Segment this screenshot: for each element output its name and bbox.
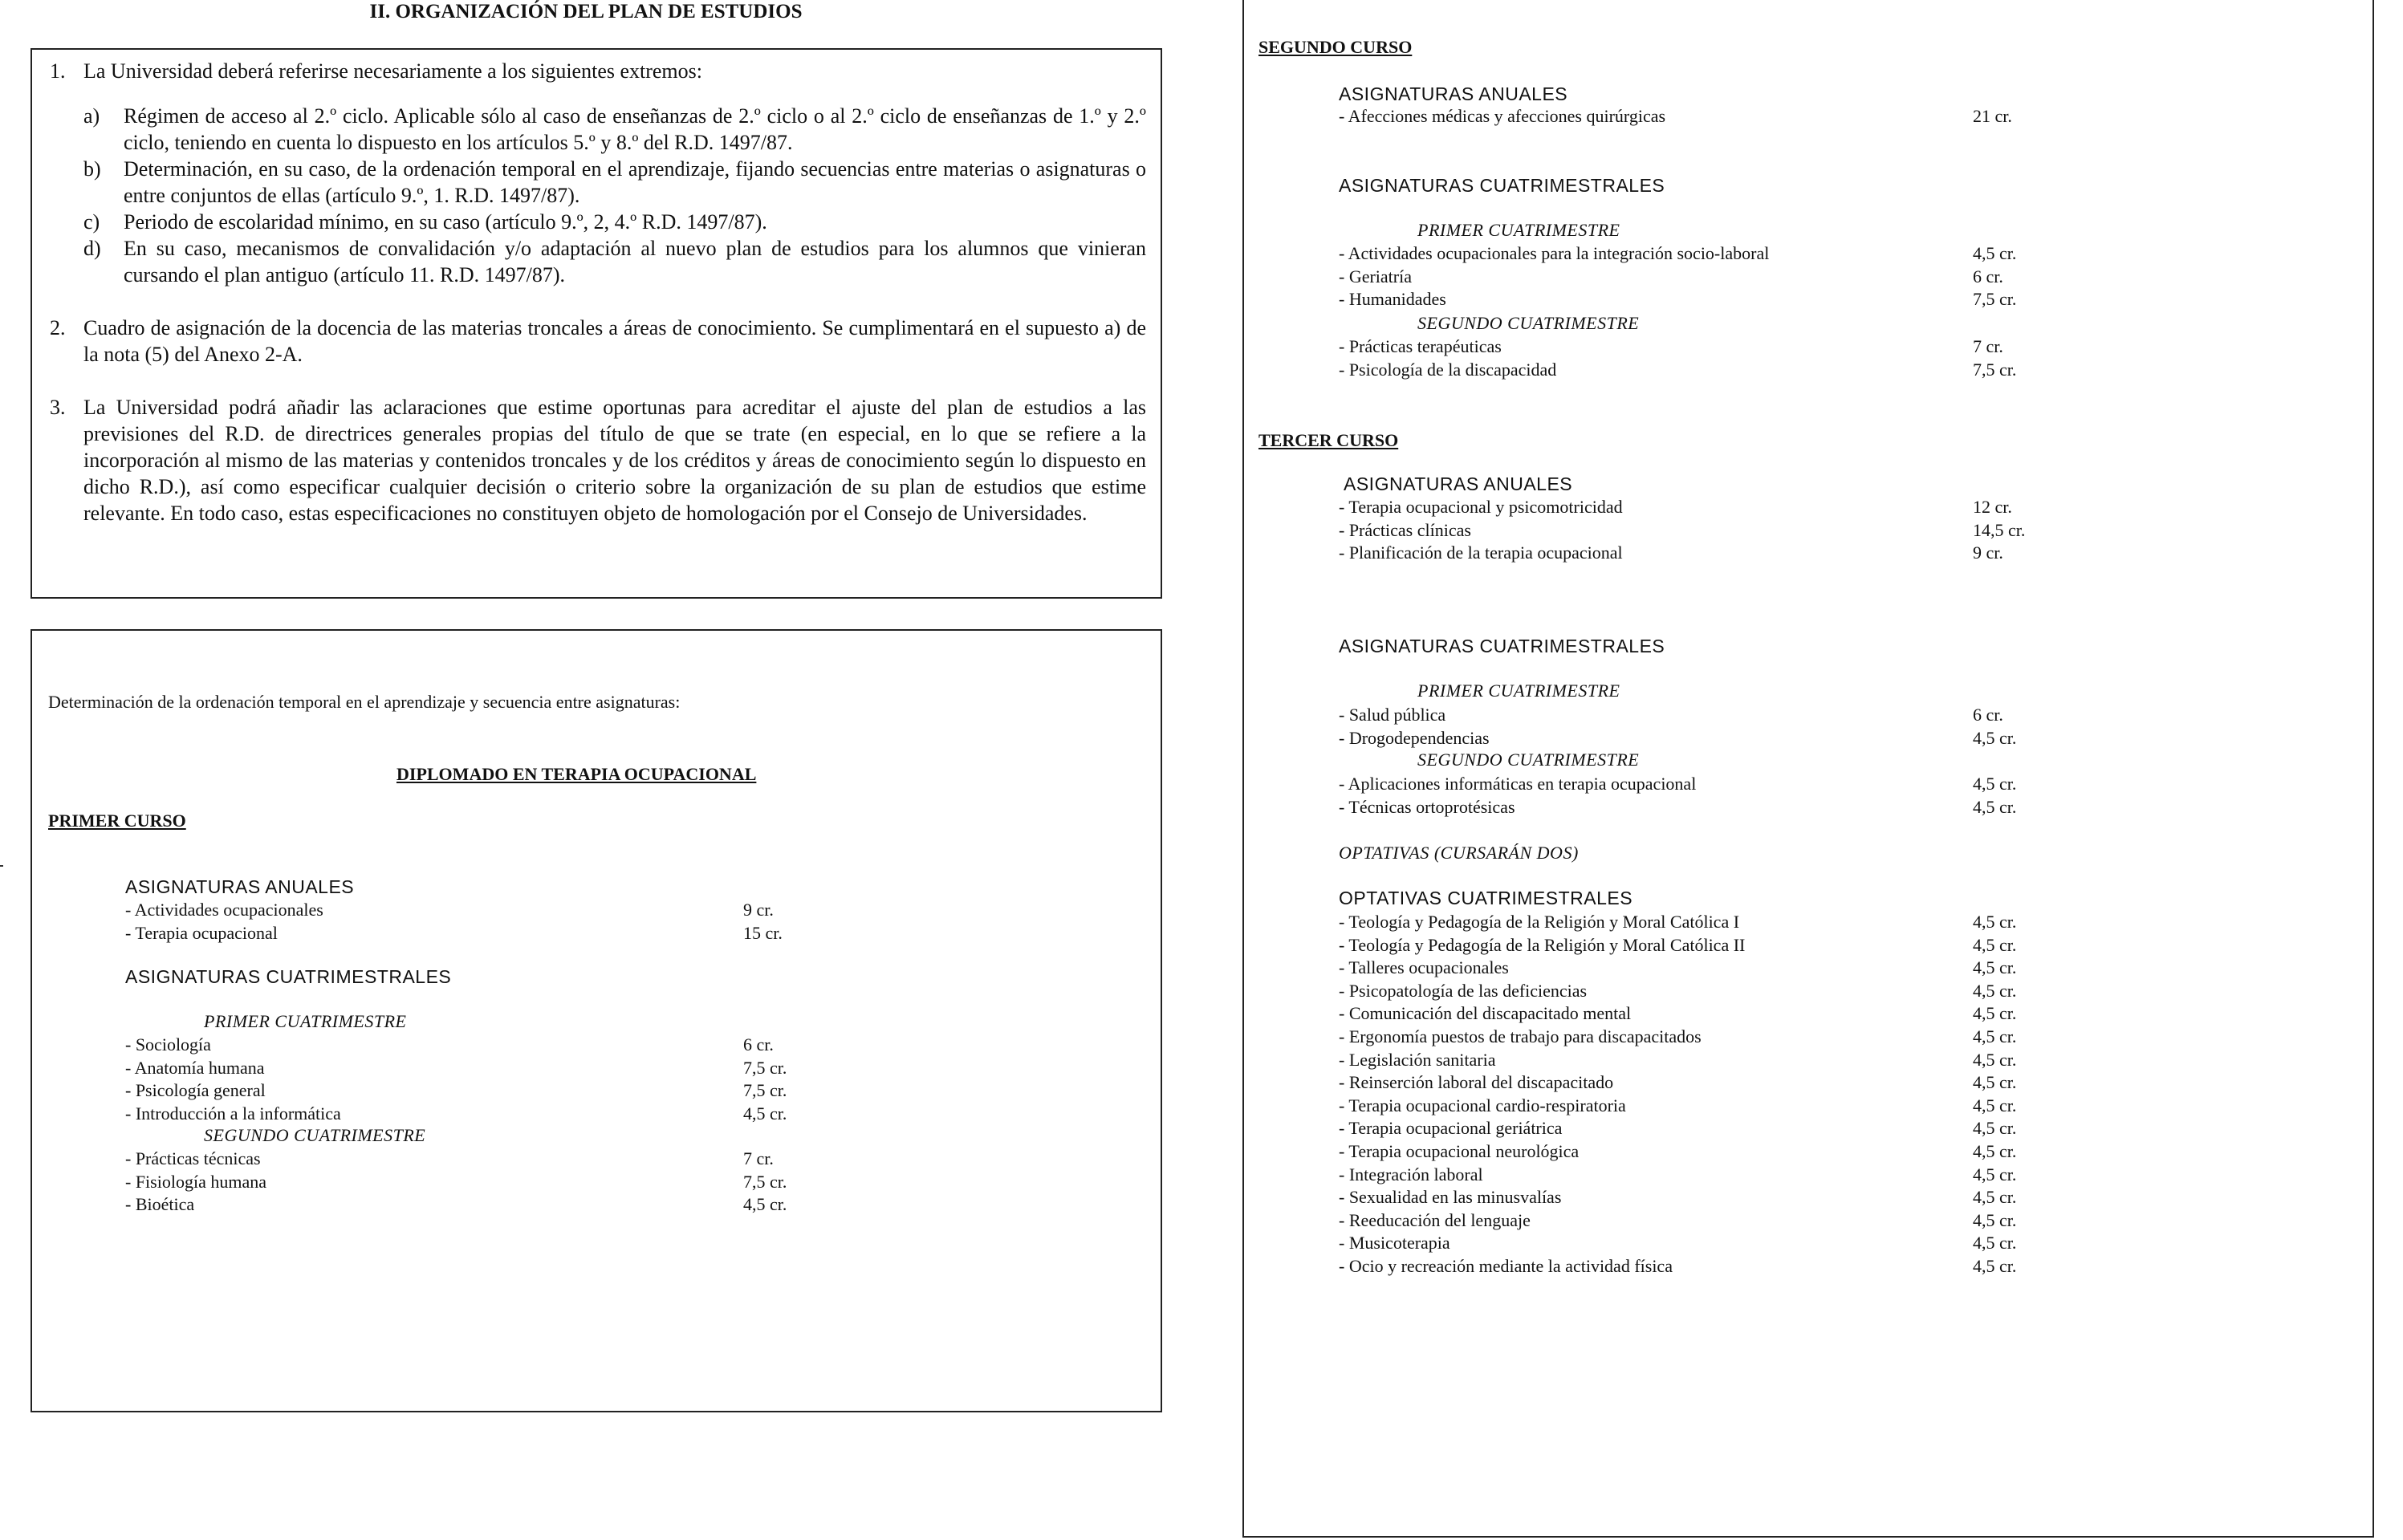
subject-name: - Terapia ocupacional [125, 922, 278, 943]
segundo-curso-heading: SEGUNDO CURSO [1258, 37, 1413, 57]
subject-credits: 12 cr. [1973, 497, 2012, 517]
subject-credits: 6 cr. [743, 1034, 774, 1054]
tercer-cuatri-heading: ASIGNATURAS CUATRIMESTRALES [1339, 636, 1665, 656]
subject-credits: 6 cr. [1973, 705, 2003, 725]
subject-credits: 4,5 cr. [1973, 796, 2017, 817]
subject-credits: 4,5 cr. [1973, 1118, 2017, 1139]
subject-credits: 4,5 cr. [1973, 243, 2017, 263]
subject-name: - Bioética [125, 1194, 195, 1214]
item-text: La Universidad deberá referirse necesariamente a los siguientes extremos: [83, 59, 702, 83]
subject-credits: 4,5 cr. [1973, 1256, 2017, 1276]
tercer-segundo-cuatri-heading: SEGUNDO CUATRIMESTRE [1417, 750, 1640, 770]
subject-name: - Anatomía humana [125, 1057, 265, 1078]
sub-item-d [83, 235, 1146, 288]
subject-credits: 4,5 cr. [1973, 1026, 2017, 1046]
subject-name: - Ocio y recreación mediante la actividad física [1339, 1256, 1673, 1276]
sub-item-a [83, 103, 1146, 156]
tercer-primer-cuatri-heading: PRIMER CUATRIMESTRE [1417, 681, 1620, 701]
subject-credits: 4,5 cr. [1973, 1003, 2017, 1024]
subject-credits: 7,5 cr. [1973, 289, 2017, 309]
optativas-heading: OPTATIVAS CUATRIMESTRALES [1339, 888, 1633, 908]
subject-credits: 15 cr. [743, 922, 783, 943]
subject-credits: 4,5 cr. [743, 1103, 787, 1124]
subject-name: - Reinserción laboral del discapacitado [1339, 1072, 1614, 1093]
item-number: 1. [50, 59, 66, 83]
primer-primer-cuatri-heading: PRIMER CUATRIMESTRE [204, 1011, 407, 1031]
subject-name: - Teología y Pedagogía de la Religión y Moral Católica I [1339, 912, 1740, 932]
degree-title: DIPLOMADO EN TERAPIA OCUPACIONAL [396, 764, 757, 784]
right-page-box [1242, 0, 2374, 1538]
segundo-cuatri-heading: ASIGNATURAS CUATRIMESTRALES [1339, 175, 1665, 196]
subject-name: - Psicología general [125, 1080, 266, 1100]
item-text: Cuadro de asignación de la docencia de las materias troncales a áreas de conocimiento. Se cumplimentará en el supuesto a) de la nota (5) del Anexo 2-A. [83, 316, 1146, 366]
sub-letter: c) [83, 210, 100, 234]
instruction-item-2 [47, 315, 1146, 368]
subject-name: - Drogodependencias [1339, 727, 1490, 748]
subject-credits: 4,5 cr. [1973, 1141, 2017, 1161]
tercer-anuales-heading: ASIGNATURAS ANUALES [1344, 473, 1573, 494]
sub-letter: b) [83, 157, 101, 181]
margin-mark [0, 865, 3, 867]
subject-name: - Introducción a la informática [125, 1103, 341, 1124]
subject-credits: 4,5 cr. [1973, 957, 2017, 978]
subject-credits: 4,5 cr. [1973, 980, 2017, 1001]
subject-name: - Prácticas clínicas [1339, 519, 1471, 540]
primer-segundo-cuatri-heading: SEGUNDO CUATRIMESTRE [204, 1125, 426, 1145]
sub-text: Periodo de escolaridad mínimo, en su caso (artículo 9.º, 2, 4.º R.D. 1497/87). [124, 210, 767, 234]
subject-name: - Integración laboral [1339, 1164, 1483, 1184]
subject-name: - Psicopatología de las deficiencias [1339, 980, 1588, 1001]
subject-credits: 4,5 cr. [1973, 774, 2017, 794]
subject-credits: 4,5 cr. [1973, 934, 2017, 955]
subject-credits: 7,5 cr. [743, 1057, 787, 1078]
segundo-anuales-heading: ASIGNATURAS ANUALES [1339, 83, 1568, 104]
item-text: La Universidad podrá añadir las aclaraciones que estime oportunas para acreditar el ajuste del plan de estudios a las previsiones del R.D. de directrices generales propias del título de que se trate (en especial, en lo que se refiere a la incorporación al mismo de las materias y contenidos troncales y de los créditos y áreas de conocimiento según lo dispuesto en dicho R.D.), así como especificar cualquier decisión o criterio sobre la organización de su plan de estudios que estime relevante. En todo caso, estas especificaciones no constituyen objeto de homologación por el Consejo de Universidades. [83, 396, 1146, 525]
subject-name: - Terapia ocupacional y psicomotricidad [1339, 497, 1623, 517]
ordering-intro: Determinación de la ordenación temporal en el aprendizaje y secuencia entre asignaturas: [48, 692, 681, 712]
sub-letter: d) [83, 237, 101, 260]
subject-name: - Teología y Pedagogía de la Religión y Moral Católica II [1339, 934, 1746, 955]
subject-name: - Sociología [125, 1034, 211, 1054]
subject-name: - Terapia ocupacional neurológica [1339, 1141, 1580, 1161]
optativas-note: OPTATIVAS (CURSARÁN DOS) [1339, 843, 1579, 863]
subject-credits: 4,5 cr. [1973, 1187, 2017, 1208]
subject-name: - Sexualidad en las minusvalías [1339, 1187, 1562, 1208]
subject-credits: 4,5 cr. [1973, 1072, 2017, 1093]
sub-list [83, 103, 1146, 288]
subject-name: - Psicología de la discapacidad [1339, 359, 1557, 380]
subject-name: - Planificación de la terapia ocupacional [1339, 542, 1623, 563]
item-number: 2. [50, 316, 66, 339]
subject-name: - Talleres ocupacionales [1339, 957, 1509, 978]
sub-text: Determinación, en su caso, de la ordenación temporal en el aprendizaje, fijando secuencias entre materias o asignaturas o entre conjuntos de ellas (artículo 9.º, 1. R.D. 1497/87). [124, 157, 1146, 207]
subject-name: - Legislación sanitaria [1339, 1049, 1496, 1070]
subject-credits: 4,5 cr. [1973, 912, 2017, 932]
primer-cuatri-heading: ASIGNATURAS CUATRIMESTRALES [125, 966, 452, 987]
subject-name: - Comunicación del discapacitado mental [1339, 1003, 1632, 1024]
segundo-segundo-cuatri-heading: SEGUNDO CUATRIMESTRE [1417, 313, 1640, 333]
sub-text: En su caso, mecanismos de convalidación y/o adaptación al nuevo plan de estudios para los alumnos que vinieran cursando el plan antiguo (artículo 11. R.D. 1497/87). [124, 237, 1146, 286]
subject-credits: 7,5 cr. [743, 1171, 787, 1192]
subject-credits: 4,5 cr. [1973, 1233, 2017, 1254]
subject-name: - Terapia ocupacional cardio-respiratoria [1339, 1095, 1626, 1115]
subject-credits: 7 cr. [1973, 336, 2003, 356]
subject-name: - Reeducación del lenguaje [1339, 1209, 1531, 1230]
segundo-primer-cuatri-heading: PRIMER CUATRIMESTRE [1417, 220, 1620, 240]
instructions-box [30, 48, 1162, 599]
subject-name: - Salud pública [1339, 705, 1446, 725]
subject-credits: 6 cr. [1973, 266, 2003, 286]
subject-name: - Actividades ocupacionales para la integración socio-laboral [1339, 243, 1770, 263]
subject-name: - Afecciones médicas y afecciones quirúrgicas [1339, 106, 1666, 126]
subject-credits: 4,5 cr. [743, 1194, 787, 1214]
subject-credits: 4,5 cr. [1973, 1164, 2017, 1184]
subject-credits: 14,5 cr. [1973, 519, 2026, 540]
page-title: II. ORGANIZACIÓN DEL PLAN DE ESTUDIOS [369, 1, 803, 22]
subject-name: - Prácticas técnicas [125, 1148, 261, 1168]
subject-credits: 21 cr. [1973, 106, 2012, 126]
item-number: 3. [50, 396, 66, 419]
instruction-item-3 [47, 394, 1146, 526]
subject-credits: 9 cr. [743, 900, 774, 920]
subject-name: - Prácticas terapéuticas [1339, 336, 1502, 356]
primer-curso-box [30, 629, 1162, 1412]
subject-credits: 7,5 cr. [743, 1080, 787, 1100]
subject-credits: 4,5 cr. [1973, 727, 2017, 748]
primer-anuales-heading: ASIGNATURAS ANUALES [125, 876, 355, 897]
subject-name: - Geriatría [1339, 266, 1412, 286]
subject-name: - Terapia ocupacional geriátrica [1339, 1118, 1563, 1139]
instruction-item-1 [47, 58, 1146, 288]
subject-name: - Ergonomía puestos de trabajo para discapacitados [1339, 1026, 1702, 1046]
sub-item-b [83, 156, 1146, 209]
subject-credits: 4,5 cr. [1973, 1209, 2017, 1230]
subject-name: - Humanidades [1339, 289, 1446, 309]
tercer-curso-heading: TERCER CURSO [1258, 430, 1399, 450]
subject-credits: 4,5 cr. [1973, 1095, 2017, 1115]
sub-item-c [83, 209, 1146, 235]
subject-name: - Musicoterapia [1339, 1233, 1450, 1254]
subject-credits: 7,5 cr. [1973, 359, 2017, 380]
primer-curso-heading: PRIMER CURSO [48, 811, 186, 831]
sub-letter: a) [83, 104, 100, 128]
subject-name: - Técnicas ortoprotésicas [1339, 796, 1515, 817]
subject-name: - Fisiología humana [125, 1171, 266, 1192]
sub-text: Régimen de acceso al 2.º ciclo. Aplicable sólo al caso de enseñanzas de 2.º ciclo o al 2.º ciclo de enseñanzas de 1.º y 2.º ciclo, teniendo en cuenta lo dispuesto en los artículos 5.º y 8.º del R.D. 1497/87. [124, 104, 1146, 154]
subject-credits: 4,5 cr. [1973, 1049, 2017, 1070]
subject-credits: 7 cr. [743, 1148, 774, 1168]
subject-name: - Aplicaciones informáticas en terapia ocupacional [1339, 774, 1697, 794]
subject-credits: 9 cr. [1973, 542, 2003, 563]
subject-name: - Actividades ocupacionales [125, 900, 323, 920]
